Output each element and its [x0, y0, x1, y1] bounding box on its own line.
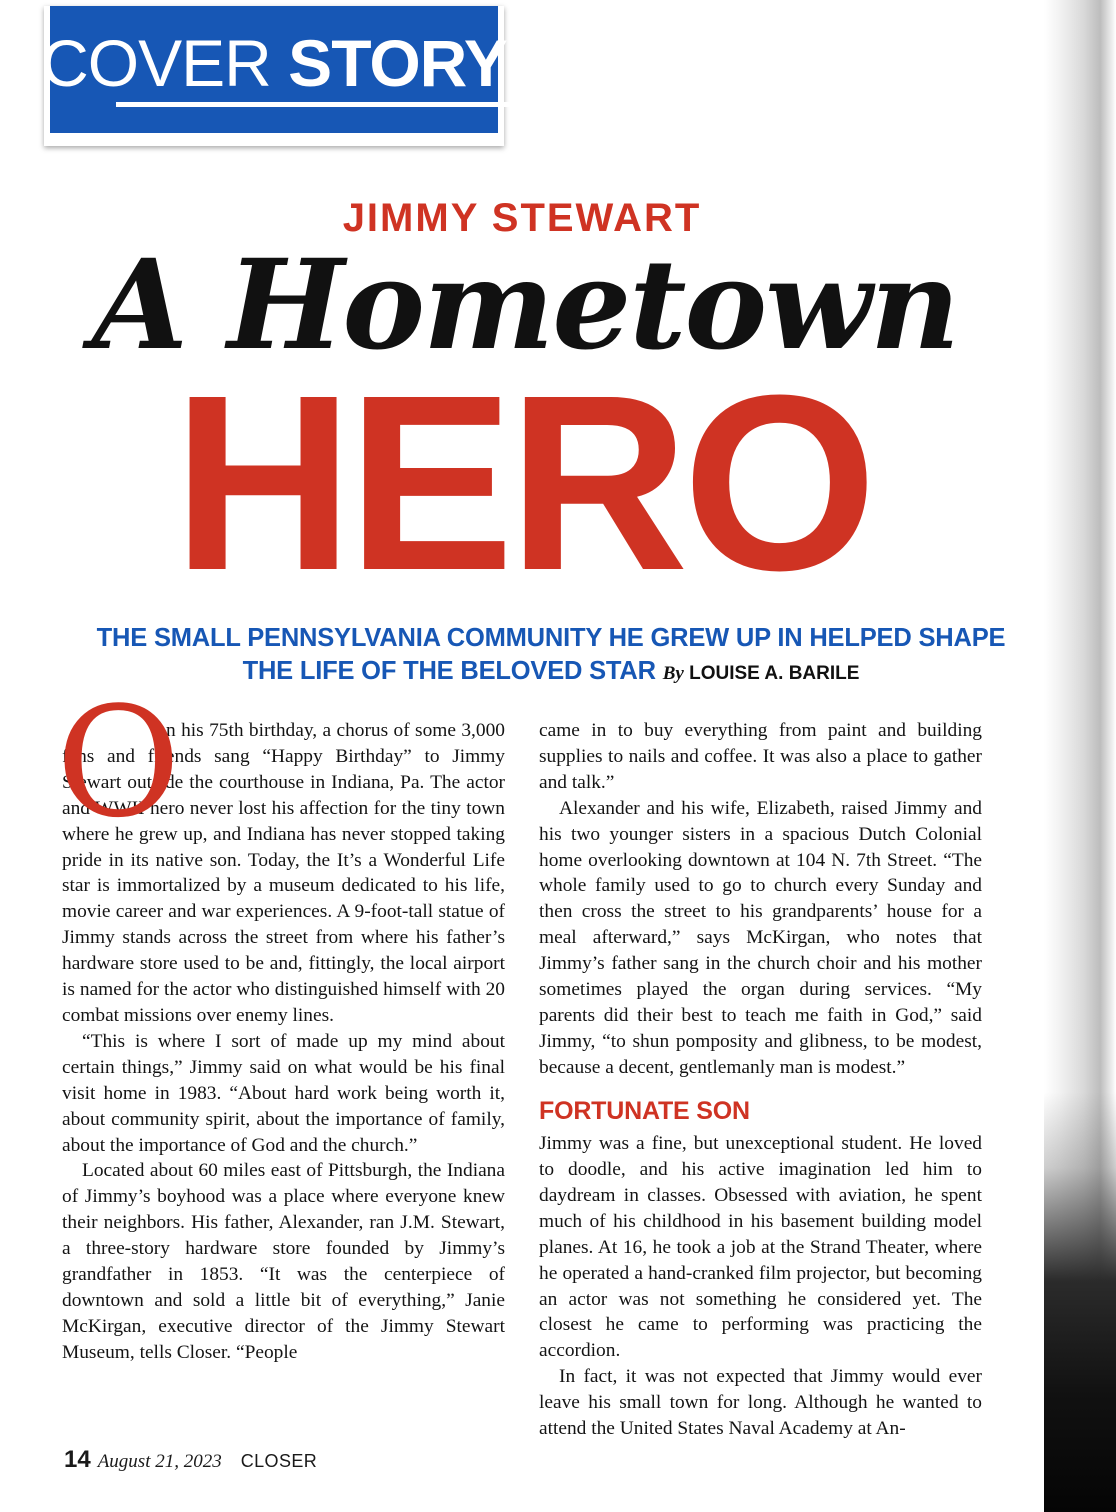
article-deck-text: THE SMALL PENNSYLVANIA COMMUNITY HE GREW UP IN HELPED SHAPE THE LIFE OF THE BELOVED STAR: [96, 624, 1006, 685]
cover-story-flag-text: [41, 25, 507, 110]
body-paragraph: n his 75th birthday, a chorus of some 3,000 fans and friends sang “Happy Birthday” to Jimmy Stewart outside the courthouse in Indiana, Pa. The actor and WWII hero never lost his affection for the tiny town where he grew up, and Indiana has never stopped taking pride in its native son. Today, the It’s a Wonderful Life star is immortalized by a museum dedicated to his life, movie career and war experiences. A 9-foot-tall statue of Jimmy stands across the street from where his father’s hardware store used to be and, fittingly, the local airport is named for the actor who distinguished himself with 20 combat missions over enemy lines.: [62, 720, 505, 1026]
flag-word-cover: COVER: [41, 25, 271, 100]
body-paragraph: Located about 60 miles east of Pittsburgh, the Indiana of Jimmy’s boyhood was a place where everyone knew their neighbors. His father, Alexander, ran J.M. Stewart, a three-story hardware store founded by Jimmy’s grandfather in 1853. “It was the centerpiece of downtown and sold a little bit of everything,” Janie McKirgan, executive director of the Jimmy Stewart Museum, tells Closer. “People: [62, 1160, 505, 1363]
article-title-script: A Hometown: [91, 233, 959, 378]
article-deck: [86, 622, 1016, 687]
page-number: 14: [64, 1446, 91, 1473]
issue-date: August 21, 2023: [97, 1451, 222, 1472]
body-paragraph: Alexander and his wife, Elizabeth, raised Jimmy and his two younger sisters in a spacious Dutch Colonial home overlooking downtown at 104 N. 7th Street. “The whole family used to go to church every Sunday and then cross the street to his grandparents’ house for a meal afterward,” says McKirgan, who notes that Jimmy’s father sang in the church choir and his mother sometimes played the organ during services. “My parents did their best to teach me faith in God,” said Jimmy, “to shun pomposity and glibness, to be modest, because a decent, gentlemanly man is modest.”: [539, 797, 982, 1078]
flag-underline-rule: [116, 102, 510, 107]
cover-story-flag-inner: [41, 6, 507, 133]
section-subhead: FORTUNATE SON: [539, 1096, 750, 1125]
cover-story-flag: [41, 6, 507, 146]
dropcap-paragraph-wrapper: [56, 674, 505, 1029]
magazine-brand: CLOSER: [240, 1451, 318, 1471]
body-paragraph: Jimmy was a fine, but unexceptional student. He loved to doodle, and his active imagination led him to daydream in classes. Obsessed with aviation, he spent much of his childhood in his basement building model planes. At 16, he took a job at the Strand Theater, where he operated a hand-cranked film projector, but becoming an actor was not something he considered yet. The closest he came to performing was practicing the accordion.: [539, 1133, 982, 1362]
article-kicker: JIMMY STEWART: [342, 196, 702, 240]
dropcap-letter: O: [56, 674, 181, 851]
body-column-left: [56, 674, 505, 1398]
flag-word-story: STORY: [288, 25, 507, 100]
page-footer: [64, 1446, 317, 1474]
byline-prefix: By: [662, 662, 684, 684]
body-paragraph: In fact, it was not expected that Jimmy would ever leave his small town for long. Although he wanted to attend the United States Naval Academy at An-: [539, 1366, 982, 1440]
article-title-block: HERO: [172, 343, 872, 622]
body-paragraph: came in to buy everything from paint and building supplies to nails and coffee. It was also a place to gather and talk.”: [539, 720, 982, 793]
article-byline: [663, 663, 860, 684]
article-body-columns: [56, 674, 982, 1440]
page-edge-photo-strip: [1044, 1092, 1116, 1512]
byline-author: LOUISE A. BARILE: [689, 662, 860, 684]
body-paragraph: “This is where I sort of made up my mind about certain things,” Jimmy said on what would be his final visit home in 1983. “About hard work being worth it, about community spirit, about the importance of family, about the importance of God and the church.”: [62, 1030, 505, 1156]
body-column-right: [539, 718, 982, 1440]
